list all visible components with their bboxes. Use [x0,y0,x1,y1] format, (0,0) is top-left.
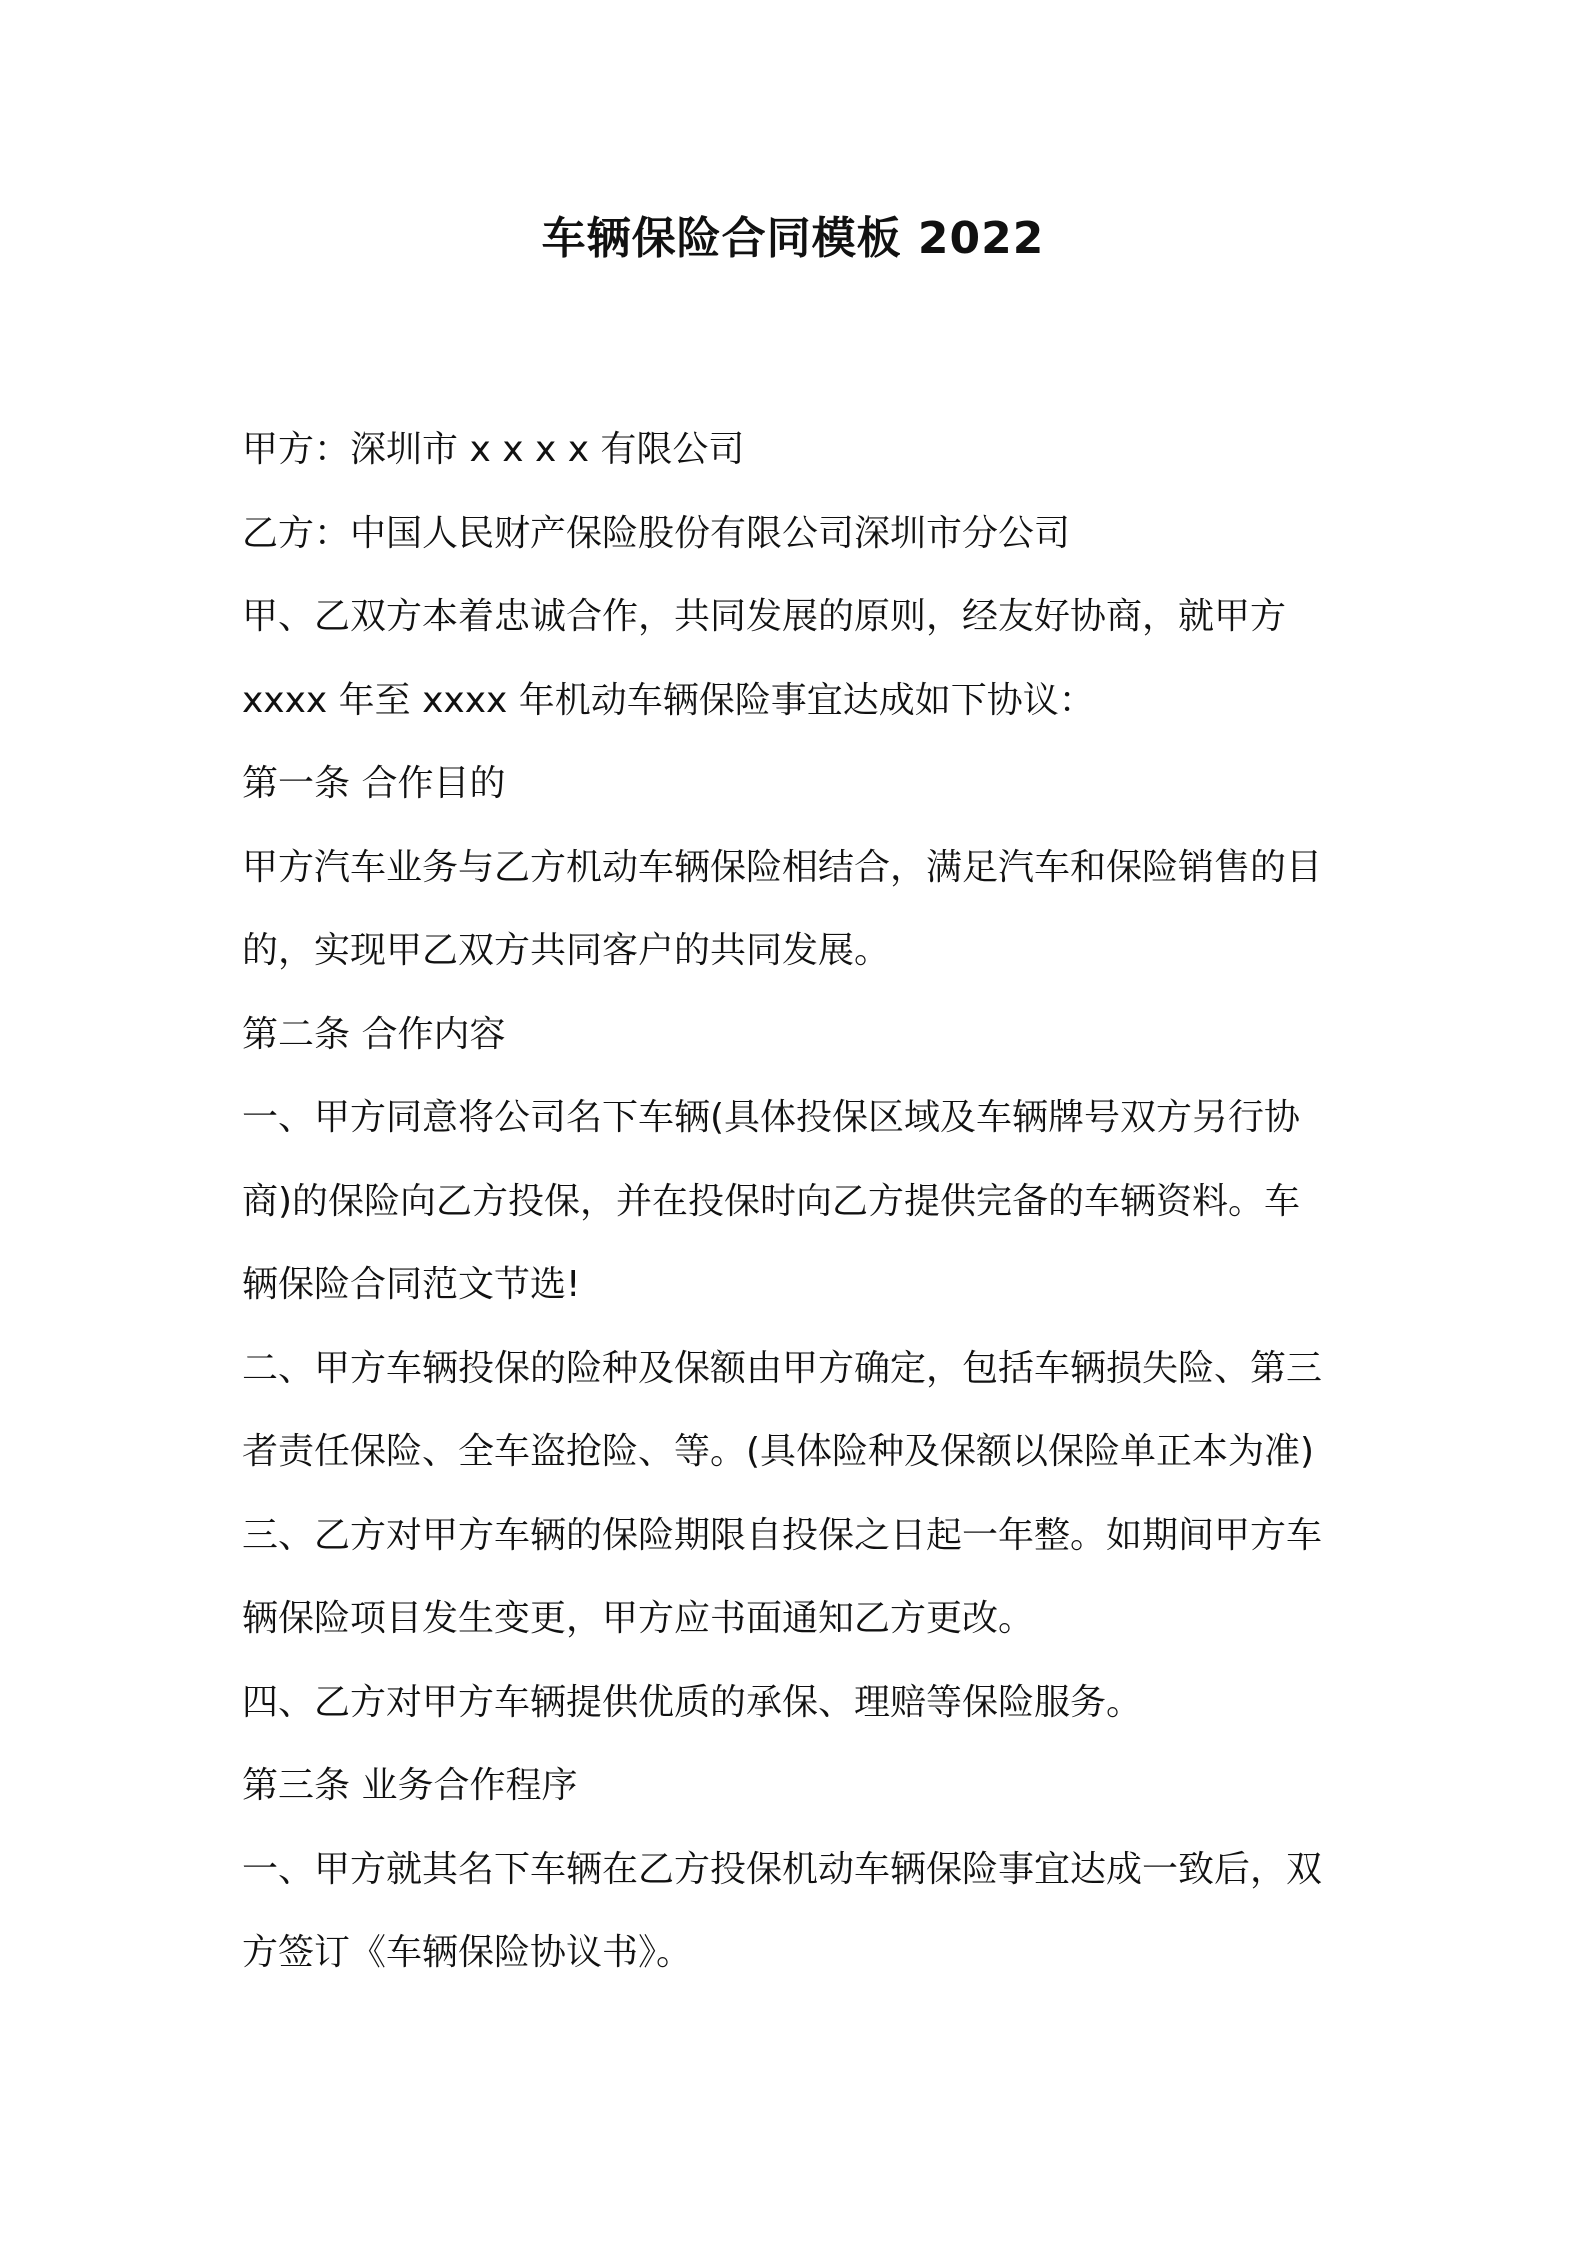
article-1-text-line-2: 的，实现甲乙双方共同客户的共同发展。 [242,930,891,971]
article-1-heading: 第一条 合作目的 [242,763,506,804]
preamble-line-2: xxxx 年至 xxxx 年机动车辆保险事宜达成如下协议： [242,679,1095,721]
article-3-item-1-line-1: 一、甲方就其名下车辆在乙方投保机动车辆保险事宜达成一致后，双 [242,1848,1323,1890]
article-3-heading: 第三条 业务合作程序 [242,1765,578,1806]
party-a-line: 甲方：深圳市 x x x x 有限公司 [242,429,745,470]
document-body [242,408,1362,1995]
article-3-item-1-line-2: 方签订《车辆保险协议书》。 [242,1932,693,1973]
article-2-item-1-line-1: 一、甲方同意将公司名下车辆(具体投保区域及车辆牌号双方另行协 [242,1097,1301,1138]
article-2-item-3-line-2: 辆保险项目发生变更，甲方应书面通知乙方更改。 [242,1598,1035,1639]
article-2-item-2-line-1: 二、甲方车辆投保的险种及保额由甲方确定，包括车辆损失险、第三 [242,1347,1323,1389]
party-b-line: 乙方：中国人民财产保险股份有限公司深圳市分公司 [242,512,1071,554]
preamble-line-1: 甲、乙双方本着忠诚合作，共同发展的原则，经友好协商，就甲方 [242,596,1287,637]
article-2-item-1-line-3: 辆保险合同范文节选! [242,1264,581,1305]
article-2-item-1-line-2: 商)的保险向乙方投保，并在投保时向乙方提供完备的车辆资料。车 [242,1180,1301,1222]
article-1-text-line-1: 甲方汽车业务与乙方机动车辆保险相结合，满足汽车和保险销售的目 [242,846,1323,888]
article-2-item-3-line-1: 三、乙方对甲方车辆的保险期限自投保之日起一年整。如期间甲方车 [242,1514,1323,1556]
article-2-item-4: 四、乙方对甲方车辆提供优质的承保、理赔等保险服务。 [242,1681,1143,1723]
article-2-item-2-line-2: 者责任保险、全车盗抢险、等。(具体险种及保额以保险单正本为准) [242,1431,1315,1472]
document-title: 车辆保险合同模板 2022 [541,213,1045,264]
article-2-heading: 第二条 合作内容 [242,1013,506,1055]
